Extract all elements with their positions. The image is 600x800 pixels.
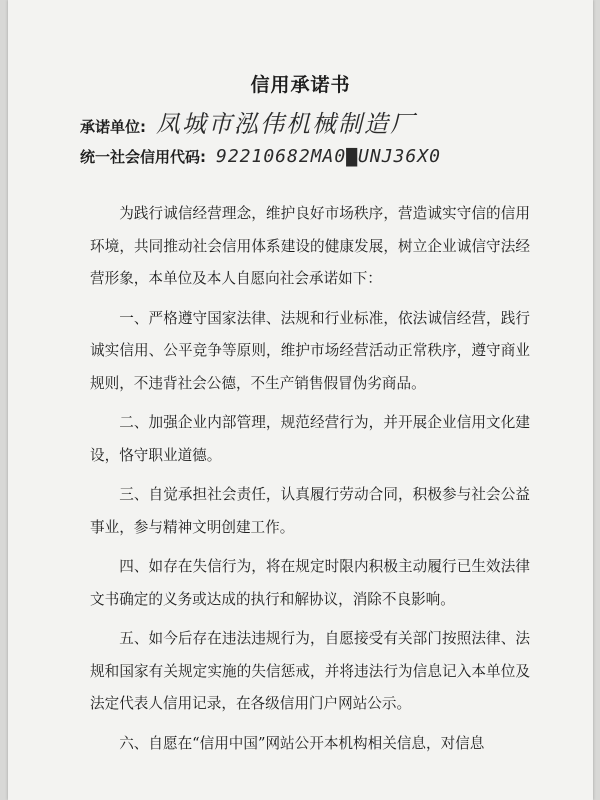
paragraph-item-1: 一、严格遵守国家法律、法规和行业标准，依法诚信经营，践行诚实信用、公平竞争等原则，维护市场经营活动正常秩序，遵守商业规则，不违背社会公德，不生产销售假冒伪劣商品。 [90,309,530,392]
credit-code-label: 统一社会信用代码: [80,148,206,166]
paragraph-item-4: 四、如存在失信行为，将在规定时限内积极主动履行已生效法律文书确定的义务或达成的执行和解协议，消除不良影响。 [90,558,530,608]
paragraph-item-6: 六、自愿在“信用中国”网站公开本机构相关信息，对信息 [119,734,485,752]
document-title: 信用承诺书 [250,74,351,96]
document-page [8,0,593,800]
paragraph-intro: 为践行诚信经营理念，维护良好市场秩序，营造诚实守信的信用环境，共同推动社会信用体系建设的健康发展，树立企业诚信守法经营形象，本单位及本人自愿向社会承诺如下： [90,205,530,287]
commitment-unit-label: 承诺单位: [80,118,146,136]
paragraph-item-3: 三、自觉承担社会责任，认真履行劳动合同，积极参与社会公益事业，参与精神文明创建工作。 [90,486,530,536]
credit-code-row [80,146,441,167]
credit-code-handwritten-value: 92210682MA0▇UNJ36X0 [216,146,441,167]
commitment-unit-handwritten-value: 凤城市泓伟机械制造厂 [156,110,416,138]
paragraph-item-2: 二、加强企业内部管理，规范经营行为，并开展企业信用文化建设，恪守职业道德。 [90,414,530,464]
commitment-unit-row [80,104,416,139]
paragraph-item-5: 五、如今后存在违法违规行为，自愿接受有关部门按照法律、法规和国家有关规定实施的失信惩戒，并将违法行为信息记入本单位及法定代表人信用记录，在各级信用门户网站公示。 [90,630,530,712]
document-body [90,198,530,767]
